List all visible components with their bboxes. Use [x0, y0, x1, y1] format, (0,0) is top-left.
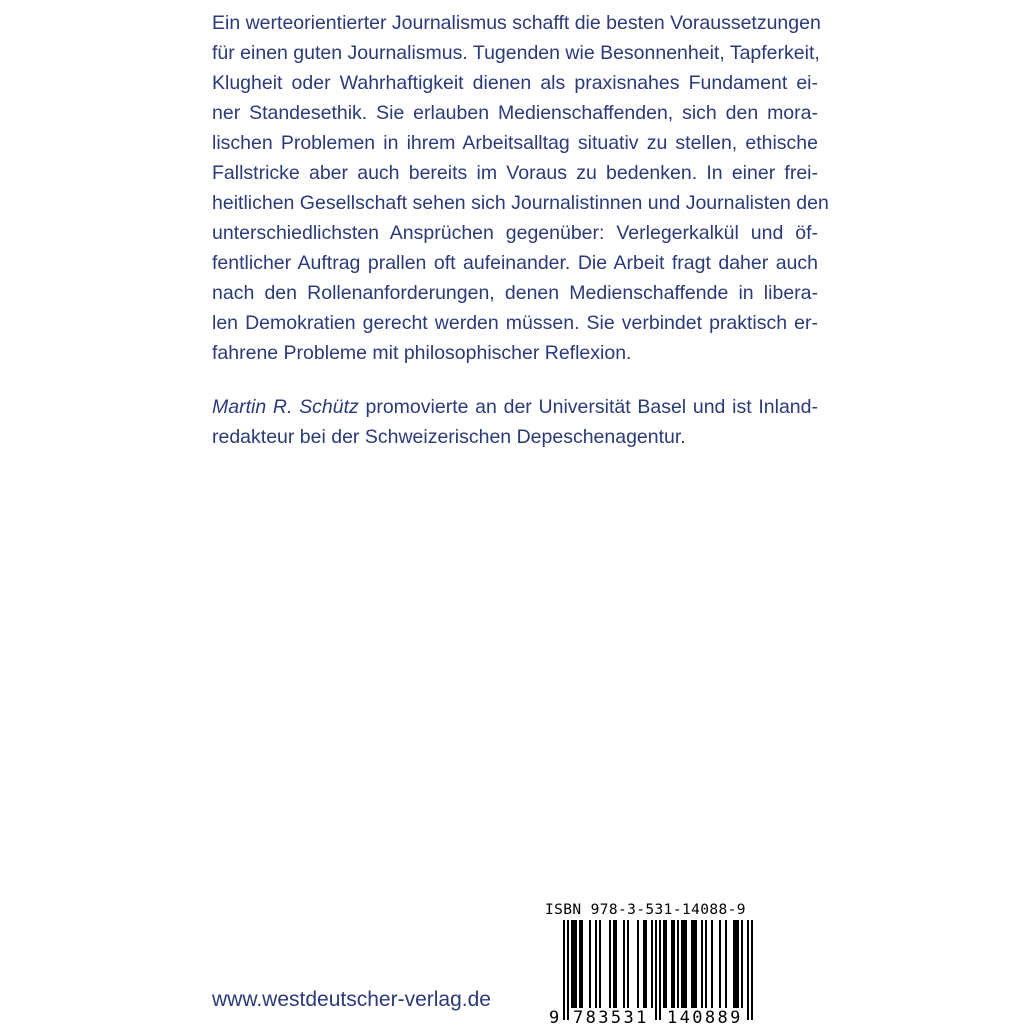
barcode-graphic [545, 920, 770, 1024]
author-name: Martin R. Schütz [212, 396, 359, 418]
barcode-bar [705, 920, 707, 1008]
barcode-bar [637, 920, 639, 1008]
barcode-bar [733, 920, 739, 1008]
barcode-bar [599, 920, 601, 1008]
publisher-url[interactable]: www.westdeutscher-verlag.de [212, 988, 491, 1011]
barcode-bar [589, 920, 591, 1008]
author-bio-line-2: redakteur bei der Schweizerischen Depeschenagentur. [212, 426, 686, 448]
isbn-barcode [545, 902, 770, 1024]
blurb-line: Ein werteorientierter Journalismus schafft die besten Voraussetzungen [212, 12, 821, 34]
barcode-bar [571, 920, 577, 1008]
barcode-guard-bar [747, 920, 749, 1020]
blurb-line: nach den Rollenanforderungen, denen Medienschaffende in libera- [212, 282, 818, 304]
barcode-bar [609, 920, 611, 1008]
barcode-bar [627, 920, 629, 1008]
barcode-bar [711, 920, 713, 1008]
barcode-guard-bar [659, 920, 661, 1020]
blurb-line: für einen guten Journalismus. Tugenden wie Besonnenheit, Tapferkeit, [212, 42, 820, 64]
author-bio-text: promovierte an der Universität Basel und ist Inland- [358, 396, 818, 418]
barcode-first-digit: 9 [549, 1008, 562, 1024]
barcode-bar [651, 920, 653, 1008]
barcode-bar [595, 920, 597, 1008]
barcode-guard-bar [567, 920, 569, 1020]
barcode-bar [741, 920, 743, 1008]
blurb-line: heitlichen Gesellschaft sehen sich Journalistinnen und Journalisten den [212, 192, 829, 214]
blurb-line: Klugheit oder Wahrhaftigkeit dienen als praxisnahes Fundament ei- [212, 72, 818, 94]
blurb-line: fentlicher Auftrag prallen oft aufeinander. Die Arbeit fragt daher auch [212, 252, 818, 274]
isbn-label: ISBN 978-3-531-14088-9 [545, 902, 746, 918]
barcode-bar [677, 920, 679, 1008]
barcode-guard-bar [655, 920, 657, 1020]
barcode-bar [579, 920, 583, 1008]
barcode-bar [613, 920, 617, 1008]
barcode-bar [643, 920, 647, 1008]
barcode-bar [701, 920, 703, 1008]
blurb-line: fahrene Probleme mit philosophischer Reflexion. [212, 342, 632, 364]
blurb-line: len Demokratien gerecht werden müssen. Sie verbindet praktisch er- [212, 312, 818, 334]
barcode-bar [691, 920, 697, 1008]
blurb-line: unterschiedlichsten Ansprüchen gegenüber: Verlegerkalkül und öf- [212, 222, 818, 244]
barcode-bar [719, 920, 721, 1008]
blurb-line: ner Standesethik. Sie erlauben Medienschaffenden, sich den mora- [212, 102, 818, 124]
barcode-bar [671, 920, 675, 1008]
barcode-bar [623, 920, 625, 1008]
barcode-bar [663, 920, 667, 1008]
author-bio-line-1 [212, 392, 818, 422]
barcode-guard-bar [751, 920, 753, 1020]
barcode-right-digits: 140889 [667, 1008, 743, 1024]
barcode-left-digits: 783531 [573, 1008, 649, 1024]
barcode-bar [725, 920, 727, 1008]
barcode-bar [681, 920, 687, 1008]
barcode-guard-bar [563, 920, 565, 1020]
blurb-line: Fallstricke aber auch bereits im Voraus zu bedenken. In einer frei- [212, 162, 818, 184]
blurb-line: lischen Problemen in ihrem Arbeitsalltag situativ zu stellen, ethische [212, 132, 818, 154]
